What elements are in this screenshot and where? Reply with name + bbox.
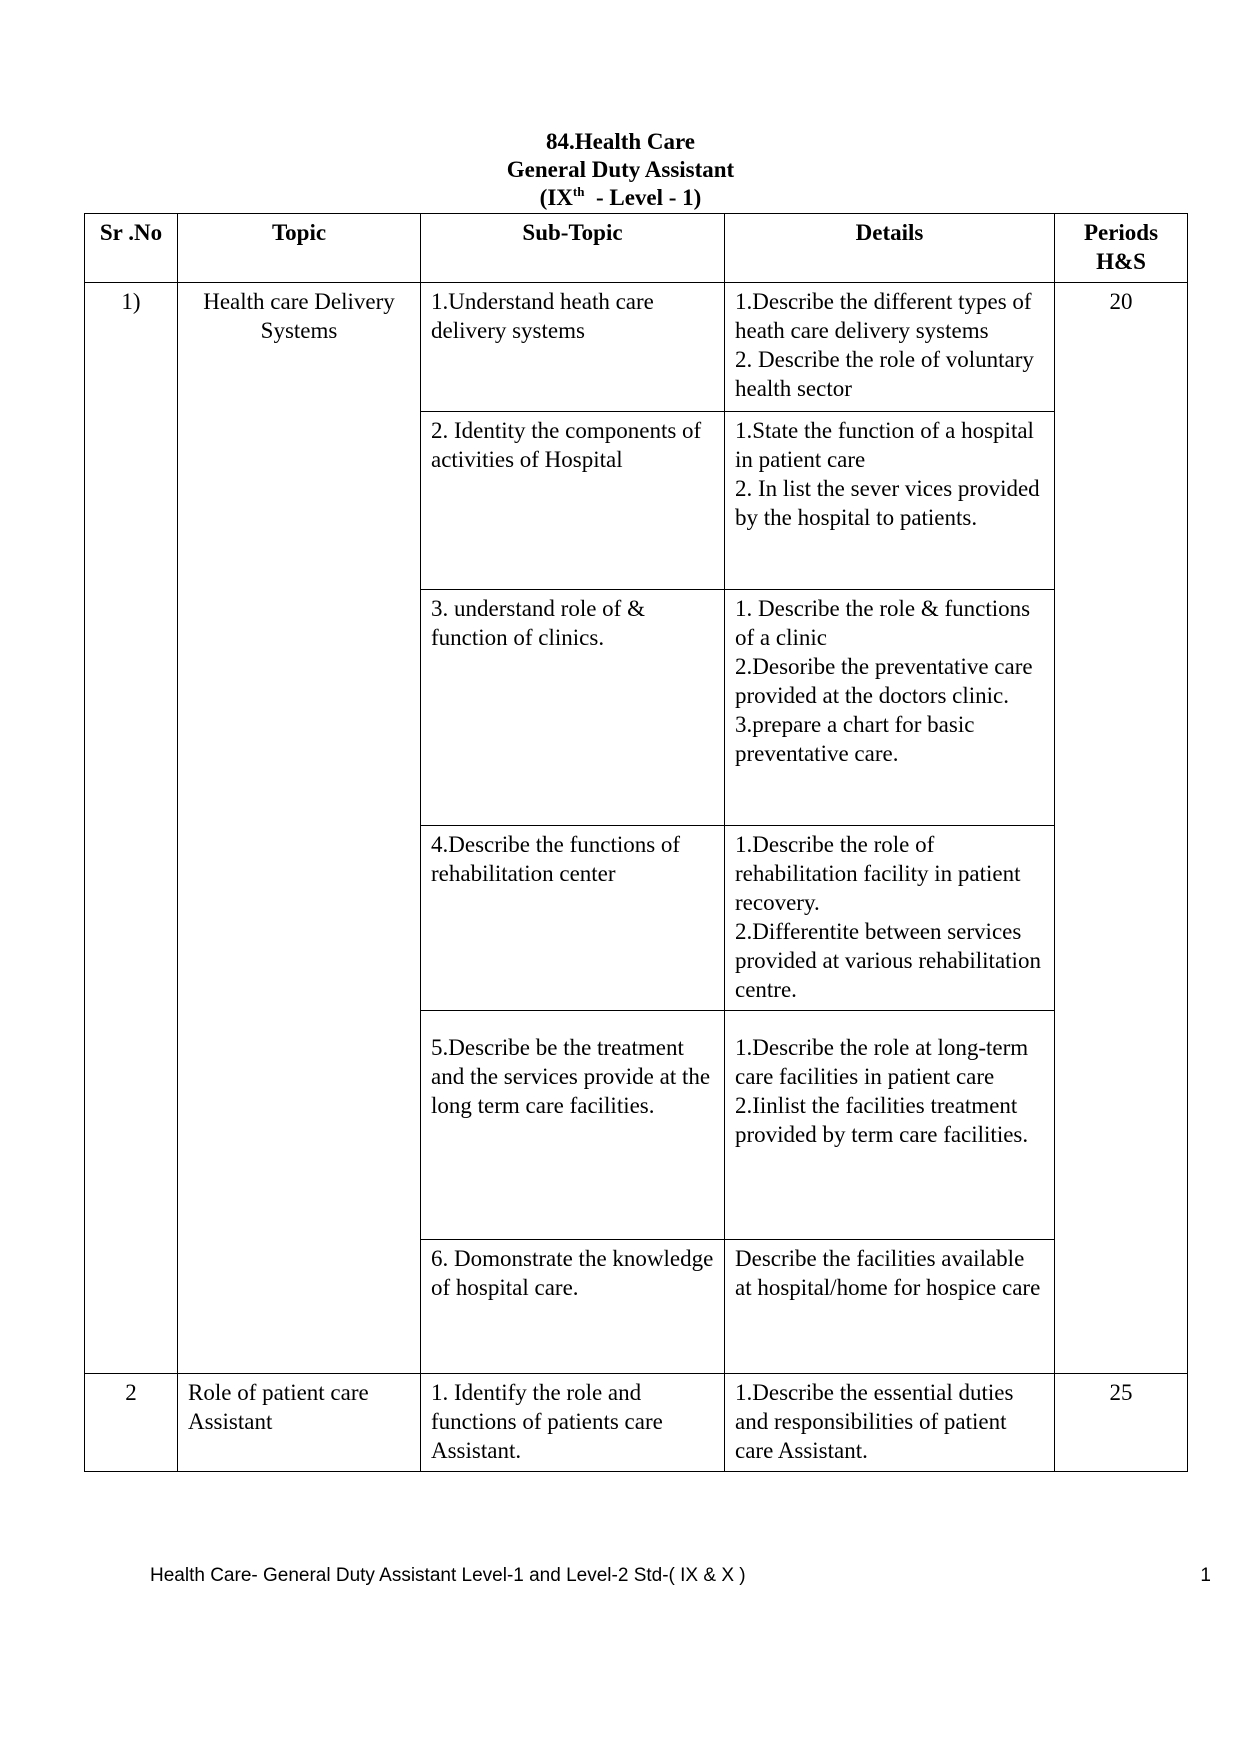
unit-1-periods: 20 bbox=[1055, 283, 1188, 1374]
header-details: Details bbox=[725, 214, 1055, 283]
unit-1-sub-topic-1: 1.Understand heath care delivery systems bbox=[421, 283, 725, 412]
heading-level-suffix: - Level - 1) bbox=[584, 185, 702, 210]
heading-level-sup: th bbox=[572, 184, 585, 199]
table-row bbox=[85, 283, 1188, 412]
unit-1-sr-no: 1) bbox=[85, 283, 178, 1374]
heading-line-1: 84.Health Care bbox=[545, 129, 696, 154]
unit-2-details-1: 1.Describe the essential duties and responsibilities of patient care Assistant. bbox=[725, 1374, 1055, 1472]
heading-line-2: General Duty Assistant bbox=[506, 157, 735, 182]
unit-1-details-6: Describe the facilities available at hospital/home for hospice care bbox=[725, 1240, 1055, 1374]
unit-1-topic: Health care Delivery Systems bbox=[178, 283, 421, 1374]
unit-1-sub-topic-6: 6. Domonstrate the knowledge of hospital care. bbox=[421, 1240, 725, 1374]
table-row bbox=[85, 1374, 1188, 1472]
unit-2-periods: 25 bbox=[1055, 1374, 1188, 1472]
unit-1-details-4: 1.Describe the role of rehabilitation facility in patient recovery. 2.Differentite between services provided at various rehabilitation centre. bbox=[725, 826, 1055, 1011]
unit-1-details-2: 1.State the function of a hospital in patient care 2. In list the sever vices provided by the hospital to patients. bbox=[725, 412, 1055, 590]
page-footer: Health Care- General Duty Assistant Level-1 and Level-2 Std-( IX & X ) bbox=[150, 1565, 746, 1586]
unit-1-sub-topic-2: 2. Identity the components of activities of Hospital bbox=[421, 412, 725, 590]
header-topic: Topic bbox=[178, 214, 421, 283]
unit-1-sub-topic-3: 3. understand role of & function of clinics. bbox=[421, 590, 725, 826]
unit-1-details-3: 1. Describe the role & functions of a clinic 2.Desoribe the preventative care provided at the doctors clinic. 3.prepare a chart for basic preventative care. bbox=[725, 590, 1055, 826]
unit-1-sub-topic-5: 5.Describe be the treatment and the services provide at the long term care facilities. bbox=[421, 1011, 725, 1240]
unit-2-sub-topic-1: 1. Identify the role and functions of patients care Assistant. bbox=[421, 1374, 725, 1472]
unit-1-sub-topic-4: 4.Describe the functions of rehabilitation center bbox=[421, 826, 725, 1011]
heading-level-prefix: (IX bbox=[539, 185, 573, 210]
unit-1-details-1: 1.Describe the different types of heath care delivery systems 2. Describe the role of voluntary health sector bbox=[725, 283, 1055, 412]
document-heading bbox=[0, 128, 1241, 212]
page-number: 1 bbox=[1200, 1565, 1211, 1586]
heading-line-3 bbox=[0, 184, 1241, 212]
unit-1-details-5: 1.Describe the role at long-term care facilities in patient care 2.Iinlist the facilities treatment provided by term care facilities. bbox=[725, 1011, 1055, 1240]
header-sr-no: Sr .No bbox=[85, 214, 178, 283]
unit-2-topic: Role of patient care Assistant bbox=[178, 1374, 421, 1472]
table-header-row bbox=[85, 214, 1188, 283]
header-periods: Periods H&S bbox=[1055, 214, 1188, 283]
header-sub-topic: Sub-Topic bbox=[421, 214, 725, 283]
unit-2-sr-no: 2 bbox=[85, 1374, 178, 1472]
syllabus-table bbox=[84, 213, 1188, 1472]
